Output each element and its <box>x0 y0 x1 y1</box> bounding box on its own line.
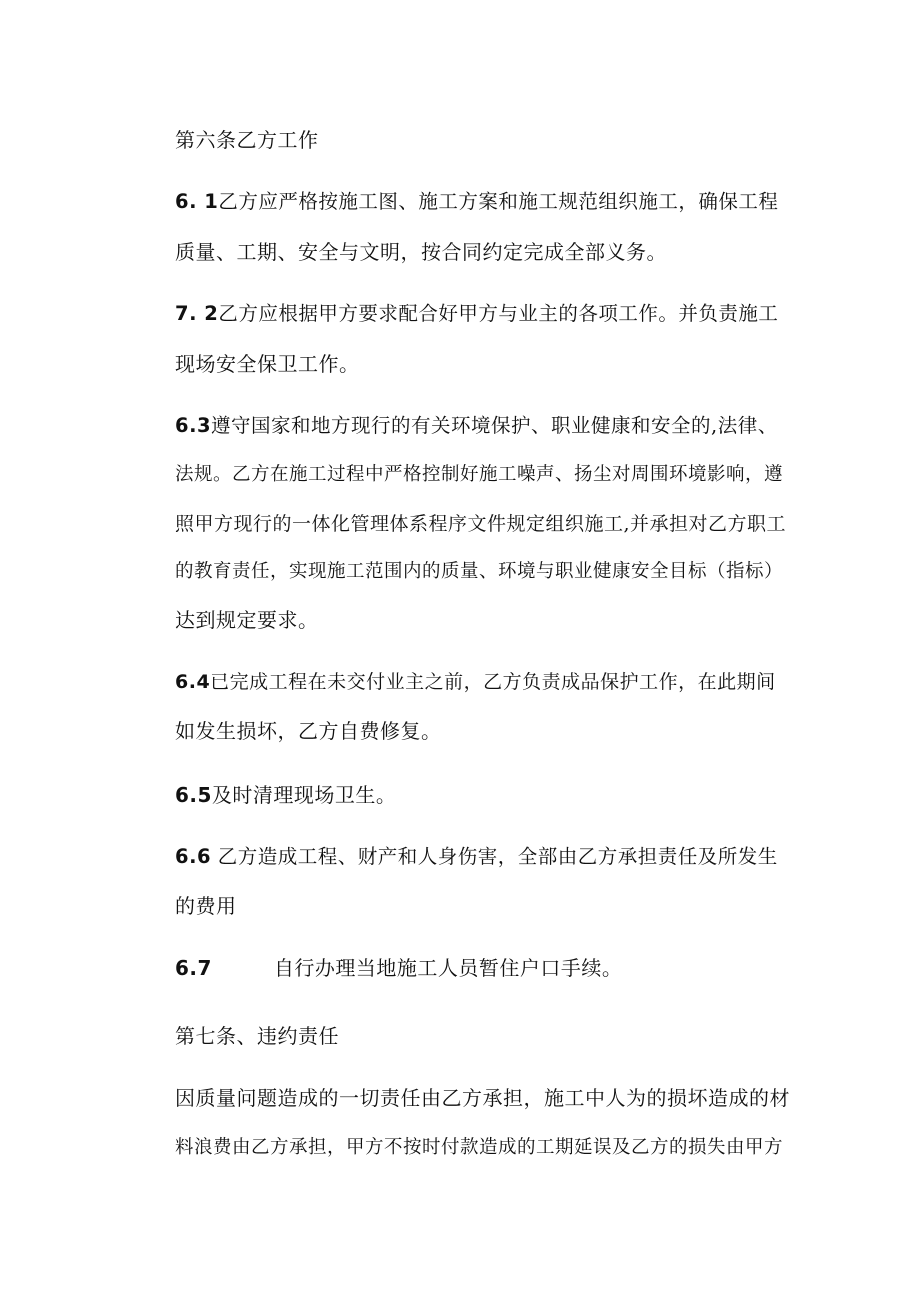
clause-number: 6.6 <box>175 845 212 868</box>
article-7-body-line-2: 料浪费由乙方承担，甲方不按时付款造成的工期延误及乙方的损失由甲方 <box>175 1137 784 1158</box>
clause-text: 已完成工程在未交付业主之前，乙方负责成品保护工作，在此期间 <box>210 671 776 693</box>
clause-number: 6.4 <box>175 671 211 693</box>
clause-text: 乙方应根据甲方要求配合好甲方与业主的各项工作。并负责施工 <box>218 302 779 325</box>
clause-6-3-line-3: 照甲方现行的一体化管理体系程序文件规定组织施工,并承担对乙方职工 <box>175 513 787 535</box>
clause-number: 7. 2 <box>175 302 219 325</box>
clause-6-4-line-2: 如发生损坏，乙方自费修复。 <box>175 719 442 743</box>
clause-6-3-line-5: 达到规定要求。 <box>175 608 319 632</box>
clause-6-7-line-1 <box>175 956 622 980</box>
clause-6-6-line-2: 的费用 <box>175 894 237 918</box>
clause-7-2-line-2: 现场安全保卫工作。 <box>175 352 360 376</box>
clause-number: 6.7 <box>175 956 212 980</box>
clause-text: 及时清理现场卫生。 <box>211 783 397 807</box>
clause-text: 自行办理当地施工人员暂住户口手续。 <box>273 956 623 980</box>
clause-6-1-line-2: 质量、工期、安全与文明，按合同约定完成全部义务。 <box>175 240 667 264</box>
clause-text: 乙方应严格按施工图、施工方案和施工规范组织施工，确保工程 <box>218 190 779 213</box>
clause-6-3-line-4: 的教育责任，实现施工范围内的质量、环境与职业健康安全目标（指标） <box>175 561 784 582</box>
clause-text: 遵守国家和地方现行的有关环境保护、职业健康和安全的,法律、 <box>211 414 778 437</box>
clause-6-3-line-1 <box>175 414 778 438</box>
clause-6-4-line-1 <box>175 670 776 694</box>
clause-6-3-line-2: 法规。乙方在施工过程中严格控制好施工噪声、扬尘对周围环境影响，遵 <box>175 464 784 485</box>
clause-number: 6. 1 <box>175 190 219 213</box>
clause-6-5-line-1 <box>175 783 396 807</box>
article-7-heading: 第七条、违约责任 <box>175 1024 339 1048</box>
article-7-body-line-1: 因质量问题造成的一切责任由乙方承担，施工中人为的损坏造成的材 <box>175 1086 790 1110</box>
clause-number: 6.3 <box>175 414 212 437</box>
clause-6-1-line-1 <box>175 190 778 214</box>
clause-text: 乙方造成工程、财产和人身伤害，全部由乙方承担责任及所发生 <box>211 845 778 868</box>
article-6-heading: 第六条乙方工作 <box>175 128 319 152</box>
clause-6-6-line-1 <box>175 845 778 869</box>
clause-7-2-line-1 <box>175 302 778 326</box>
clause-number: 6.5 <box>175 783 212 807</box>
